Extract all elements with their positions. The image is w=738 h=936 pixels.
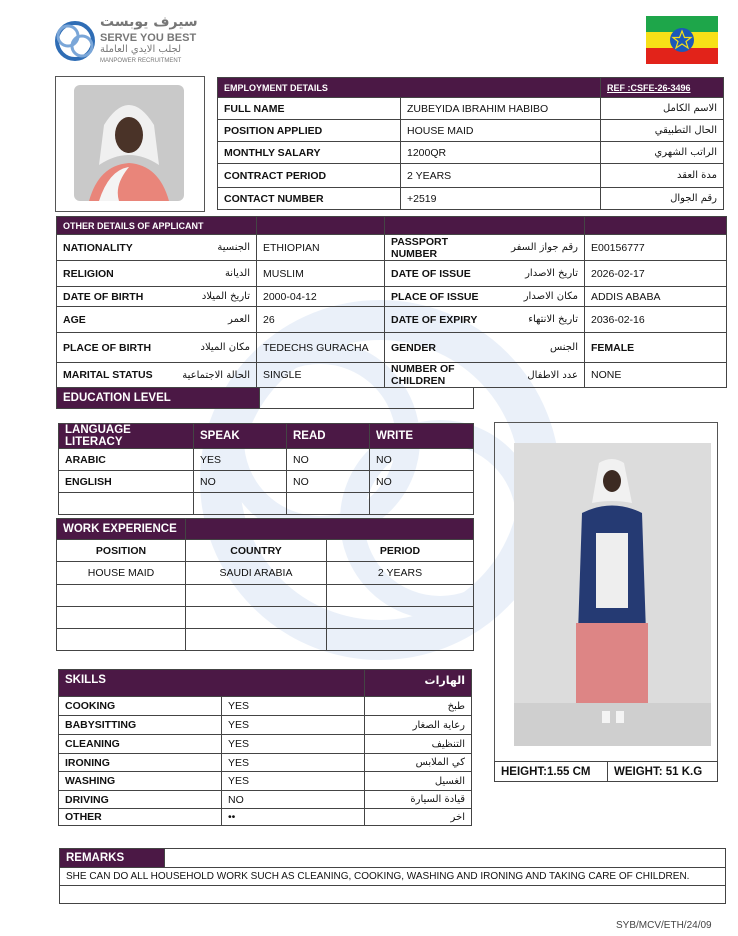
number-of-children-label: NUMBER OF CHILDREN (385, 363, 493, 388)
measurements-table (494, 761, 718, 782)
employment-details-table (217, 77, 724, 210)
language-name (59, 493, 194, 515)
work-country-value: SAUDI ARABIA (186, 562, 327, 585)
place-of-issue-arabic-label: مكان الاصدار (492, 287, 585, 307)
skill-value: YES (222, 716, 365, 735)
period-header: PERIOD (327, 540, 474, 562)
full-name-label: FULL NAME (218, 98, 401, 120)
skills-table (58, 669, 472, 826)
logo-arabic-subtext: لجلب الايدي العاملة (100, 44, 182, 55)
marital-status-label: MARITAL STATUS (57, 363, 165, 388)
contact-number-value: +2519 (401, 188, 601, 210)
other-details-title: OTHER DETAILS OF APPLICANT (57, 217, 257, 235)
skill-value: YES (222, 754, 365, 772)
place-of-birth-arabic-label: مكان الميلاد (164, 333, 257, 363)
skill-arabic-label: كي الملابس (365, 754, 472, 772)
skill-arabic-label: التنظيف (365, 735, 472, 754)
logo-english-text: SERVE YOU BEST (100, 32, 197, 44)
skill-label: DRIVING (59, 791, 222, 809)
work-experience-title: WORK EXPERIENCE (57, 519, 186, 540)
contact-number-arabic-label: رقم الجوال (601, 188, 724, 210)
work-country-value (186, 607, 327, 629)
date-of-expiry-arabic-label: تاريخ الانتهاء (492, 307, 585, 333)
work-position-value: HOUSE MAID (57, 562, 186, 585)
skill-arabic-label: اخر (365, 809, 472, 826)
education-level-table (56, 387, 474, 409)
age-label: AGE (57, 307, 165, 333)
footer-code: SYB/MCV/ETH/24/09 (616, 920, 712, 931)
skills-title: SKILLS (59, 670, 365, 697)
speak-value: YES (194, 449, 287, 471)
age-value: 26 (257, 307, 385, 333)
passport-number-label: PASSPORT NUMBER (385, 235, 493, 261)
position-applied-value: HOUSE MAID (401, 120, 601, 142)
remarks-table (59, 848, 726, 904)
language-literacy-header: LANGUAGE LITERACY (59, 424, 194, 449)
full-name-value: ZUBEYIDA IBRAHIM HABIBO (401, 98, 601, 120)
logo-english-subtext: MANPOWER RECRUITMENT (100, 58, 182, 64)
passport-number-arabic-label: رقم جواز السفر (492, 235, 585, 261)
skill-arabic-label: الغسيل (365, 772, 472, 791)
write-value: NO (370, 471, 474, 493)
skill-label: BABYSITTING (59, 716, 222, 735)
work-position-value (57, 607, 186, 629)
skill-label: WASHING (59, 772, 222, 791)
work-position-value (57, 629, 186, 651)
place-of-birth-label: PLACE OF BIRTH (57, 333, 165, 363)
reference-number: REF :CSFE-26-3496 (601, 78, 724, 98)
write-value (370, 493, 474, 515)
gender-label: GENDER (385, 333, 493, 363)
skill-arabic-label: رعاية الصغار (365, 716, 472, 735)
logo-arabic-text: سيرف يوبست (100, 14, 198, 30)
contract-period-arabic-label: مدة العقد (601, 164, 724, 188)
write-header: WRITE (370, 424, 474, 449)
date-of-birth-value: 2000-04-12 (257, 287, 385, 307)
work-period-value (327, 607, 474, 629)
skill-value: YES (222, 697, 365, 716)
portrait-photo-frame (55, 76, 205, 212)
number-of-children-arabic-label: عدد الاطفال (492, 363, 585, 388)
gender-value: FEMALE (585, 333, 727, 363)
remarks-text: SHE CAN DO ALL HOUSEHOLD WORK SUCH AS CLEANING, COOKING, WASHING AND IRONING AND TAKING CARE OF CHILDREN. (60, 868, 726, 886)
date-of-issue-arabic-label: تاريخ الاصدار (492, 261, 585, 287)
monthly-salary-label: MONTHLY SALARY (218, 142, 401, 164)
date-of-issue-label: DATE OF ISSUE (385, 261, 493, 287)
monthly-salary-value: 1200QR (401, 142, 601, 164)
contract-period-value: 2 YEARS (401, 164, 601, 188)
work-experience-table (56, 518, 474, 651)
work-country-value (186, 629, 327, 651)
skill-label: IRONING (59, 754, 222, 772)
skill-arabic-label: قيادة السيارة (365, 791, 472, 809)
weight-value: WEIGHT: 51 K.G (608, 762, 718, 782)
date-of-expiry-label: DATE OF EXPIRY (385, 307, 493, 333)
read-value: NO (287, 449, 370, 471)
date-of-expiry-value: 2036-02-16 (585, 307, 727, 333)
skills-arabic-title: الهارات (365, 670, 472, 697)
speak-value: NO (194, 471, 287, 493)
work-period-value (327, 585, 474, 607)
read-header: READ (287, 424, 370, 449)
date-of-birth-label: DATE OF BIRTH (57, 287, 165, 307)
nationality-value: ETHIOPIAN (257, 235, 385, 261)
skill-label: OTHER (59, 809, 222, 826)
work-country-value (186, 585, 327, 607)
position-applied-arabic-label: الحال التطبيقي (601, 120, 724, 142)
full-name-arabic-label: الاسم الكامل (601, 98, 724, 120)
religion-label: RELIGION (57, 261, 165, 287)
ethiopia-flag-icon (646, 16, 718, 64)
work-period-value (327, 629, 474, 651)
skill-arabic-label: طبخ (365, 697, 472, 716)
language-name: ARABIC (59, 449, 194, 471)
language-literacy-table (58, 423, 474, 515)
logo-knot-icon (52, 16, 98, 66)
place-of-birth-value: TEDECHS GURACHA (257, 333, 385, 363)
portrait-photo (74, 85, 184, 201)
number-of-children-value: NONE (585, 363, 727, 388)
skill-value: YES (222, 772, 365, 791)
skill-label: CLEANING (59, 735, 222, 754)
language-name: ENGLISH (59, 471, 194, 493)
skill-label: COOKING (59, 697, 222, 716)
monthly-salary-arabic-label: الراتب الشهري (601, 142, 724, 164)
speak-value (194, 493, 287, 515)
skill-value: YES (222, 735, 365, 754)
remarks-title: REMARKS (60, 849, 165, 868)
education-level-value (260, 388, 474, 409)
other-details-table (56, 216, 727, 388)
contact-number-label: CONTACT NUMBER (218, 188, 401, 210)
position-applied-label: POSITION APPLIED (218, 120, 401, 142)
full-body-photo (514, 443, 711, 746)
place-of-issue-label: PLACE OF ISSUE (385, 287, 493, 307)
full-body-photo-frame (494, 422, 718, 762)
education-level-label: EDUCATION LEVEL (57, 388, 260, 409)
date-of-birth-arabic-label: تاريخ الميلاد (164, 287, 257, 307)
marital-status-arabic-label: الحالة الاجتماعية (164, 363, 257, 388)
nationality-arabic-label: الجنسية (164, 235, 257, 261)
skill-value: •• (222, 809, 365, 826)
height-value: HEIGHT:1.55 CM (495, 762, 608, 782)
religion-value: MUSLIM (257, 261, 385, 287)
country-header: COUNTRY (186, 540, 327, 562)
read-value: NO (287, 471, 370, 493)
work-position-value (57, 585, 186, 607)
age-arabic-label: العمر (164, 307, 257, 333)
marital-status-value: SINGLE (257, 363, 385, 388)
gender-arabic-label: الجنس (492, 333, 585, 363)
company-logo (52, 14, 202, 70)
position-header: POSITION (57, 540, 186, 562)
skill-value: NO (222, 791, 365, 809)
work-period-value: 2 YEARS (327, 562, 474, 585)
place-of-issue-value: ADDIS ABABA (585, 287, 727, 307)
passport-number-value: E00156777 (585, 235, 727, 261)
write-value: NO (370, 449, 474, 471)
religion-arabic-label: الديانة (164, 261, 257, 287)
date-of-issue-value: 2026-02-17 (585, 261, 727, 287)
nationality-label: NATIONALITY (57, 235, 165, 261)
contract-period-label: CONTRACT PERIOD (218, 164, 401, 188)
speak-header: SPEAK (194, 424, 287, 449)
read-value (287, 493, 370, 515)
employment-details-title: EMPLOYMENT DETAILS (218, 78, 601, 98)
